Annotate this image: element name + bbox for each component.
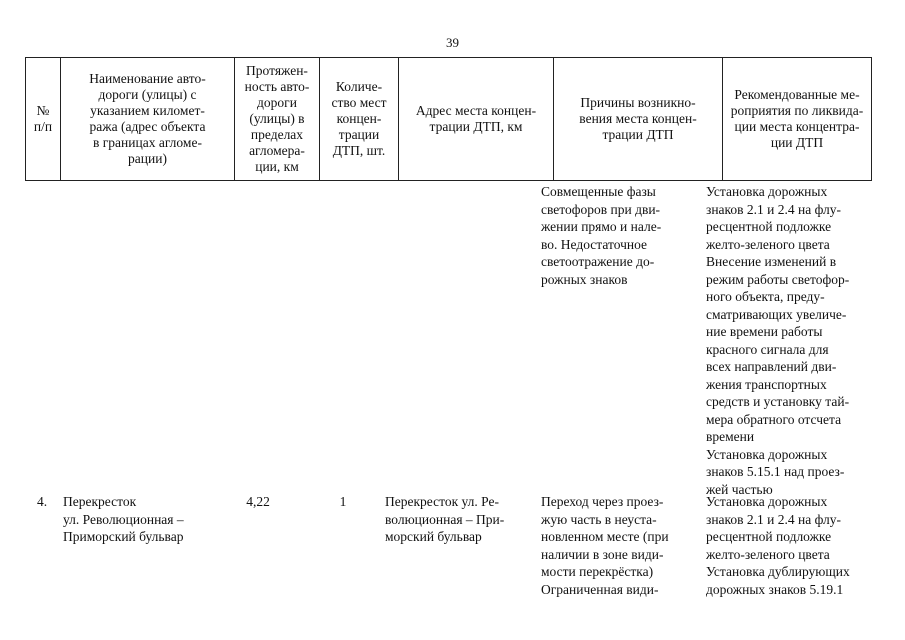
header-line: ность авто-: [244, 79, 310, 94]
header-measures-column: [722, 58, 871, 180]
address-line: морский бульвар: [385, 529, 482, 544]
measures-line: Установка дорожных: [706, 446, 828, 462]
header-count-column: [319, 58, 398, 180]
measures-line: ресцентной подложке: [706, 529, 832, 544]
measures-line: жей частью: [706, 481, 773, 497]
measures-line: всех направлений дви-: [706, 359, 837, 374]
page-number: 39: [446, 35, 459, 50]
measures-line: мера обратного отсчета: [706, 411, 842, 427]
header-reasons-column: [553, 58, 722, 180]
measures-line: средств и установку тай-: [706, 394, 850, 409]
measures-line: красного сигнала для: [706, 341, 829, 357]
header-line: Рекомендованные ме-: [734, 87, 860, 102]
header-line: трации ДТП, км: [429, 119, 523, 134]
row4-address: [385, 493, 535, 546]
row4-count: 1: [339, 494, 347, 509]
measures-line: жения транспортных: [706, 376, 827, 392]
measures-line: ресцентной подложке: [706, 219, 832, 234]
header-line: Адрес места концен-: [415, 103, 537, 118]
continued-measures-cell: [706, 183, 878, 498]
header-line: ции, км: [255, 159, 299, 174]
road-line: Перекресток: [63, 494, 137, 509]
measures-line: Установка дорожных: [706, 184, 828, 199]
row4-reasons: [541, 493, 701, 598]
header-line: ции ДТП: [770, 135, 824, 150]
row4-number: 4.: [36, 494, 48, 509]
reasons-line: светофоров при дви-: [541, 201, 661, 217]
row4-measures: [706, 493, 878, 598]
header-line: агломера-: [249, 143, 305, 158]
header-address-column: [398, 58, 553, 180]
table-header-row: [25, 57, 872, 181]
header-line: рации): [128, 151, 167, 166]
header-line: ДТП, шт.: [332, 143, 386, 158]
measures-line: времени: [706, 429, 755, 444]
header-line: в границах агломе-: [93, 135, 202, 150]
header-line: трации: [338, 127, 380, 142]
header-line: Протяжен-: [246, 63, 308, 78]
header-line: концен-: [336, 111, 382, 126]
header-line: (улицы) в: [249, 111, 305, 126]
reasons-line: светоотражение до-: [541, 254, 655, 269]
header-line: Причины возникно-: [580, 95, 696, 110]
reasons-line: жении прямо и нале-: [541, 219, 662, 234]
reasons-line: жую часть в неуста-: [541, 511, 657, 527]
row4-length: 4,22: [246, 494, 270, 509]
header-line: №: [36, 103, 50, 118]
header-line: вения места концен-: [579, 111, 697, 126]
measures-line: Установка дорожных: [706, 494, 828, 509]
measures-line: ного объекта, преду-: [706, 289, 825, 304]
header-line: Количе-: [335, 79, 383, 94]
address-line: Перекресток ул. Ре-: [385, 494, 499, 509]
measures-line: режим работы светофор-: [706, 271, 850, 287]
header-line: роприятия по ликвида-: [730, 103, 864, 118]
reasons-line: Ограниченная види-: [541, 581, 659, 597]
road-line: ул. Революционная –: [63, 511, 184, 527]
header-length-column: [234, 58, 319, 180]
header-line: ража (адрес объекта: [89, 119, 206, 134]
reasons-line: Совмещенные фазы: [541, 184, 656, 199]
measures-line: сматривающих увеличе-: [706, 306, 847, 322]
measures-line: знаков 5.15.1 над проез-: [706, 464, 845, 479]
reasons-line: мости перекрёстка): [541, 564, 654, 579]
measures-line: Установка дублирующих: [706, 564, 850, 579]
measures-line: дорожных знаков 5.19.1: [706, 581, 844, 597]
reasons-line: новленном месте (при: [541, 529, 669, 544]
measures-line: ние времени работы: [706, 324, 823, 339]
header-line: указанием километ-: [90, 103, 205, 118]
header-line: дороги (улицы) с: [98, 87, 197, 102]
road-line: Приморский бульвар: [63, 529, 184, 544]
header-line: трации ДТП: [602, 127, 674, 142]
reasons-line: рожных знаков: [541, 271, 628, 287]
measures-line: желто-зеленого цвета: [706, 236, 830, 252]
header-line: пределах: [250, 127, 304, 142]
measures-line: знаков 2.1 и 2.4 на флу-: [706, 511, 842, 527]
row4-road-name: [63, 493, 223, 546]
header-line: дороги: [257, 95, 297, 110]
header-number-column: [26, 58, 60, 180]
measures-line: желто-зеленого цвета: [706, 546, 830, 562]
reasons-line: наличии в зоне види-: [541, 546, 664, 562]
continued-reasons-cell: [541, 183, 701, 288]
reasons-line: Переход через проез-: [541, 494, 664, 509]
header-line: п/п: [33, 119, 53, 134]
measures-line: знаков 2.1 и 2.4 на флу-: [706, 201, 842, 217]
reasons-line: во. Недостаточное: [541, 236, 648, 252]
accident-concentration-table: [25, 57, 872, 181]
header-line: ции места концентра-: [734, 119, 860, 134]
header-line: Наименование авто-: [89, 71, 206, 86]
header-road-name-column: [60, 58, 234, 180]
header-line: ство мест: [331, 95, 387, 110]
address-line: волюционная – При-: [385, 511, 505, 527]
measures-line: Внесение изменений в: [706, 254, 837, 269]
